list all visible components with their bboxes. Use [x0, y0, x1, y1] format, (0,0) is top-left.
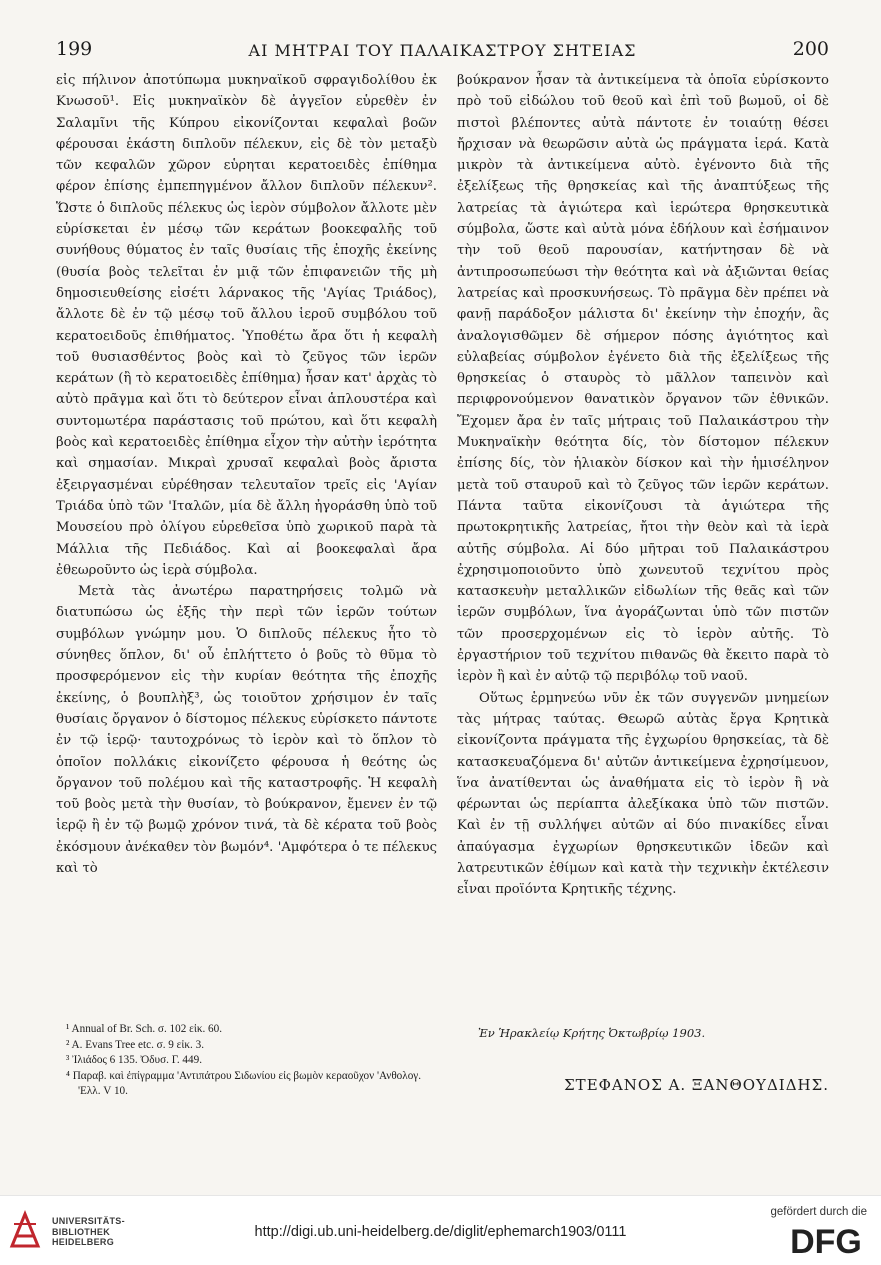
- institution-line: HEIDELBERG: [52, 1237, 115, 1247]
- paragraph: βούκρανον ἦσαν τὰ ἀντικείμενα τὰ ὁποῖα εὑρίσκοντο πρὸ τοῦ εἰδώλου τοῦ θεοῦ καὶ ἐπὶ τοῦ βωμοῦ, οἱ δὲ πιστοὶ βλέποντες αὐτὰ πάντοτε ἐν τοιαύτῃ θέσει ἤρχισαν νὰ θεωρῶσιν αὐτὰ ὡς πράγματα ἱερά. Κατὰ μικρὸν τὰ ἀντικείμενα αὐτὸ. ἐγένοντο διὰ τῆς ἐξελίξεως τῆς θρησκείας καὶ τῆς ἀναπτύξεως τῆς λατρείας τὰ ἁγιώτερα καὶ ἱερώτερα θρησκευτικὰ σύμβολα, ὥστε καὶ αὐτὰ μόνα ἐδήλουν καὶ ἐσήμαινον τὴν τοῦ θεοῦ παρουσίαν, κατήντησαν δὲ νὰ ἀντιπροσωπεύωσι τὴν θεότητα καὶ νὰ ἀξιῶνται θείας λατρείας καὶ προσκυνήσεως. Τὸ πρᾶγμα δὲν πρέπει νὰ φανῇ παράδοξον μάλιστα δι' ἐκείνην τὴν ἐποχήν, ἂς ἀναλογισθῶμεν δὲ σήμερον πόσης ἁγιότητος καὶ εὐλαβείας σύμβολον ἐγένετο διὰ τῆς ἐξελίξεως τῆς θρησκείας ὁ σταυρὸς τὸ μᾶλλον ταπεινὸν καὶ περιφρονούμενον θανατικὸν ὄργανον τῶν ἐθνικῶν. Ἔχομεν ἄρα ἐν ταῖς μήτραις τοῦ Παλαικάστρου τὴν Μυκηναϊκὴν θεότητα δίς, τὸν δίστομον πέλεκυν ἐπίσης δίς, τὸν ἡλιακὸν δίσκον καὶ τὴν ἡμισέληνον μετὰ τοῦ σταυροῦ καὶ τὸ ζεῦγος τῶν ἱερῶν κεράτων. Πάντα ταῦτα εἰκονίζουσι τὰ ἁγιώτερα τῆς πρωτοκρητικῆς λατρείας, ἤτοι τὴν θεὸν καὶ τὰ ἱερὰ αὐτῆς σύμβολα. Αἱ δύο μῆτραι τοῦ Παλαικάστρου ἐχρησιμοποιοῦντο ὑπὸ χωνευτοῦ τεχνίτου πρὸς κατασκευὴν μεταλλικῶν εἰδωλίων τῆς θεᾶς καὶ τῶν ἱερῶν συμβόλων, ἵνα ἀγοράζωνται ὑπὸ τῶν πιστῶν τῶν προσερχομένων εἰς τὸ ἱερὸν αὐτῆς. Τὸ ἐργαστήριον τοῦ τεχνίτου πιθανῶς θὰ ἔκειτο παρὰ τὸ ἱερὸν ἢ καὶ ἐν αὐτῷ τῷ περιβόλῳ τοῦ ναοῦ.: [457, 73, 829, 685]
- left-column: [56, 70, 437, 879]
- institution-line: UNIVERSITÄTS-: [52, 1216, 125, 1226]
- footnote: ⁴ Παραβ. καὶ ἐπίγραμμα 'Αντιπάτρου Σιδωνίου εἰς βωμὸν κεραοῦχον 'Ανθολογ. 'Ελλ. V 10.: [66, 1069, 422, 1098]
- paragraph: Μετὰ τὰς ἀνωτέρω παρατηρήσεις τολμῶ νὰ διατυπώσω ὡς ἑξῆς τὴν περὶ τῶν ἱερῶν τούτων συμβόλων γνώμην μου. Ὁ διπλοῦς πέλεκυς ἦτο τὸ σύνηθες ὅπλον, δι' οὗ ἐπλήττετο ὁ βοῦς τὸ θῦμα τὸ προσφερόμενον εἰς τὴν κυρίαν θεότητα τῆς ἐποχῆς ἐκείνης, ὁ βουπλὴξ³, ὡς τοιοῦτον χρήσιμον ἐν ταῖς θυσίαις ὄργανον ὁ δίστομος πέλεκυς εὑρίσκετο πάντοτε ἐν τῷ ἱερῷ· ταυτοχρόνως τὸ ἱερὸν καὶ τὸ ὅπλον τὸ ὁποῖον πολλάκις εἰκονίζετο φέρουσα ἡ θεότης ὡς ὄργανον τοῦ πολέμου καὶ τῆς καταστροφῆς. Ἡ κεφαλὴ τοῦ βοὸς μετὰ τὴν θυσίαν, τὸ βούκρανον, ἔμενεν ἐν τῷ ἱερῷ ἢ ἐν τῷ βωμῷ χρόνον τινά, τὰ δὲ κέρατα τοῦ βοὸς ἐκόσμουν ἀνέκαθεν τὸν βωμόν⁴. 'Αμφότερα ὁ τε πέλεκυς καὶ τὸ: [56, 584, 437, 876]
- footnote: ¹ Annual of Br. Sch. σ. 102 εἰκ. 60.: [66, 1023, 223, 1035]
- dfg-logo-text: DFG: [790, 1224, 862, 1256]
- footnotes: [56, 1022, 437, 1100]
- institution-line: BIBLIOTHEK: [52, 1226, 110, 1237]
- permalink-url[interactable]: http://digi.ub.uni-heidelberg.de/diglit/ephemarch1903/0111: [254, 1224, 627, 1240]
- footnote: ³ Ἰλιάδος 6 135. Ὀδυσ. Γ. 449.: [66, 1054, 203, 1067]
- funder-caption: gefördert durch die: [770, 1206, 867, 1218]
- right-column: [457, 70, 829, 901]
- paragraph: Οὕτως ἑρμηνεύω νῦν ἐκ τῶν συγγενῶν μνημείων τὰς μήτρας ταύτας. Θεωρῶ αὐτὰς ἔργα Κρητικὰ εἰκονίζοντα πράγματα τῆς ἐγχωρίου θρησκείας, τὰ δὲ κατασκευαζόμενα δι' αὐτῶν ἀντικείμενα ἐχρησίμευον, ἵνα ἀνατίθενται ὡς ἀναθήματα εἰς τὸ ἱερὸν ἢ νὰ φέρωνται ὡς περίαπτα ἀλεξίκακα ὑπὸ τῶν πιστῶν. Καὶ ἐν τῇ συλλήψει αὐτῶν αἱ δύο πινακίδες εἶναι ἀπαύγασμα ἐγχωρίων θρησκευτικῶν ἰδεῶν καὶ λατρευτικῶν ἐθίμων καὶ κατὰ τὴν τεχνικὴν ἐκτέλεσιν εἶναι προϊόντα Κρητικῆς τέχνης.: [457, 690, 829, 898]
- footnote: ² A. Evans Tree etc. σ. 9 εἰκ. 3.: [66, 1038, 205, 1051]
- dfg-logo-icon: [783, 1224, 869, 1256]
- paragraph: εἰς πήλινον ἀποτύπωμα μυκηναϊκοῦ σφραγιδολίθου ἐκ Κνωσοῦ¹. Εἰς μυκηναϊκὸν δὲ ἀγγεῖον εὑρεθὲν ἐν Σαλαμῖνι τῆς Κύπρου εἰκονίζονται κεφαλαὶ βοῶν φέρουσαι ἑκάστη διπλοῦν πέλεκυν, εἰς δὲ τὸν μεταξὺ τῶν κεφαλῶν χῶρον εὑρηται κερατοειδὲς ἐπίθημα φέρον ἐπίσης ἐμπεπηγμένον ἄλλον διπλοῦν πέλεκυν². Ὥστε ὁ διπλοῦς πέλεκυς ὡς ἱερὸν σύμβολον ἄλλοτε μὲν εὑρίσκεται ἐν μέσῳ τῶν κεράτων βοοκεφαλῆς τοῦ συνήθους θύματος ἐν ταῖς θυσίαις τῆς ἐποχῆς ἐκείνης (θυσία βοὸς τελεῖται ἐν μιᾷ τῶν ἐπιφανειῶν τῆς μὴ δημοσιευθείσης εἰσέτι λάρνακος τῆς 'Αγίας Τριάδος), ἄλλοτε δὲ ἐν τῷ μέσῳ τοῦ ἄλλου ἱεροῦ συμβόλου τοῦ κερατοειδοῦς ἐπιθήματος. Ὑποθέτω ἄρα ὅτι ἡ κεφαλὴ τοῦ θυσιασθέντος βοὸς καὶ τὸ ζεῦγος τῶν ἱερῶν κεράτων (ἢ τὸ κερατοειδὲς ἐπίθημα) ἦσαν κατ' ἀρχὰς τὸ αὐτὸ πρᾶγμα καὶ ὅτι τὸ δεύτερον εἶναι ἁπλουστέρα καὶ συντομωτέρα παράστασις τοῦ πρώτου, καὶ ὅτι κεφαλὴ βοὸς καὶ κερατοειδὲς ἐπίθημα εἶχον τὴν αὐτὴν ἱερότητα καὶ σημασίαν. Μικραὶ χρυσαῖ κεφαλαὶ βοὸς ἄριστα ἐξειργασμέναι εὑρέθησαν τελευταῖον τρεῖς εἰς 'Αγίαν Τριάδα ὑπὸ τῶν 'Ιταλῶν, μία δὲ ἄλλη ἠγοράσθη ὑπὸ τοῦ Μουσείου πρὸ ὀλίγου εὑρεθεῖσα ὑπὸ χωρικοῦ παρὰ τὰ Μάλλια τῆς Πεδιάδος. Καὶ αἱ βοοκεφαλαὶ ἄρα ἐθεωροῦντο ὡς ἱερὰ σύμβολα.: [56, 73, 437, 578]
- running-title: ΑΙ ΜΗΤΡΑΙ ΤΟΥ ΠΑΛΑΙΚΑΣΤΡΟΥ ΣΗΤΕΙΑΣ: [248, 41, 637, 60]
- place-date: Ἐν Ἡρακλείῳ Κρήτης Ὀκτωβρίῳ 1903.: [478, 1026, 706, 1040]
- page-header: [56, 38, 829, 64]
- page-number-right: 200: [792, 38, 829, 60]
- viewer-footer: [0, 1195, 881, 1265]
- author-signature: ΣΤΕΦΑΝΟΣ Α. ΞΑΝΘΟΥΔΙΔΗΣ.: [564, 1076, 829, 1094]
- page-number-left: 199: [56, 38, 93, 60]
